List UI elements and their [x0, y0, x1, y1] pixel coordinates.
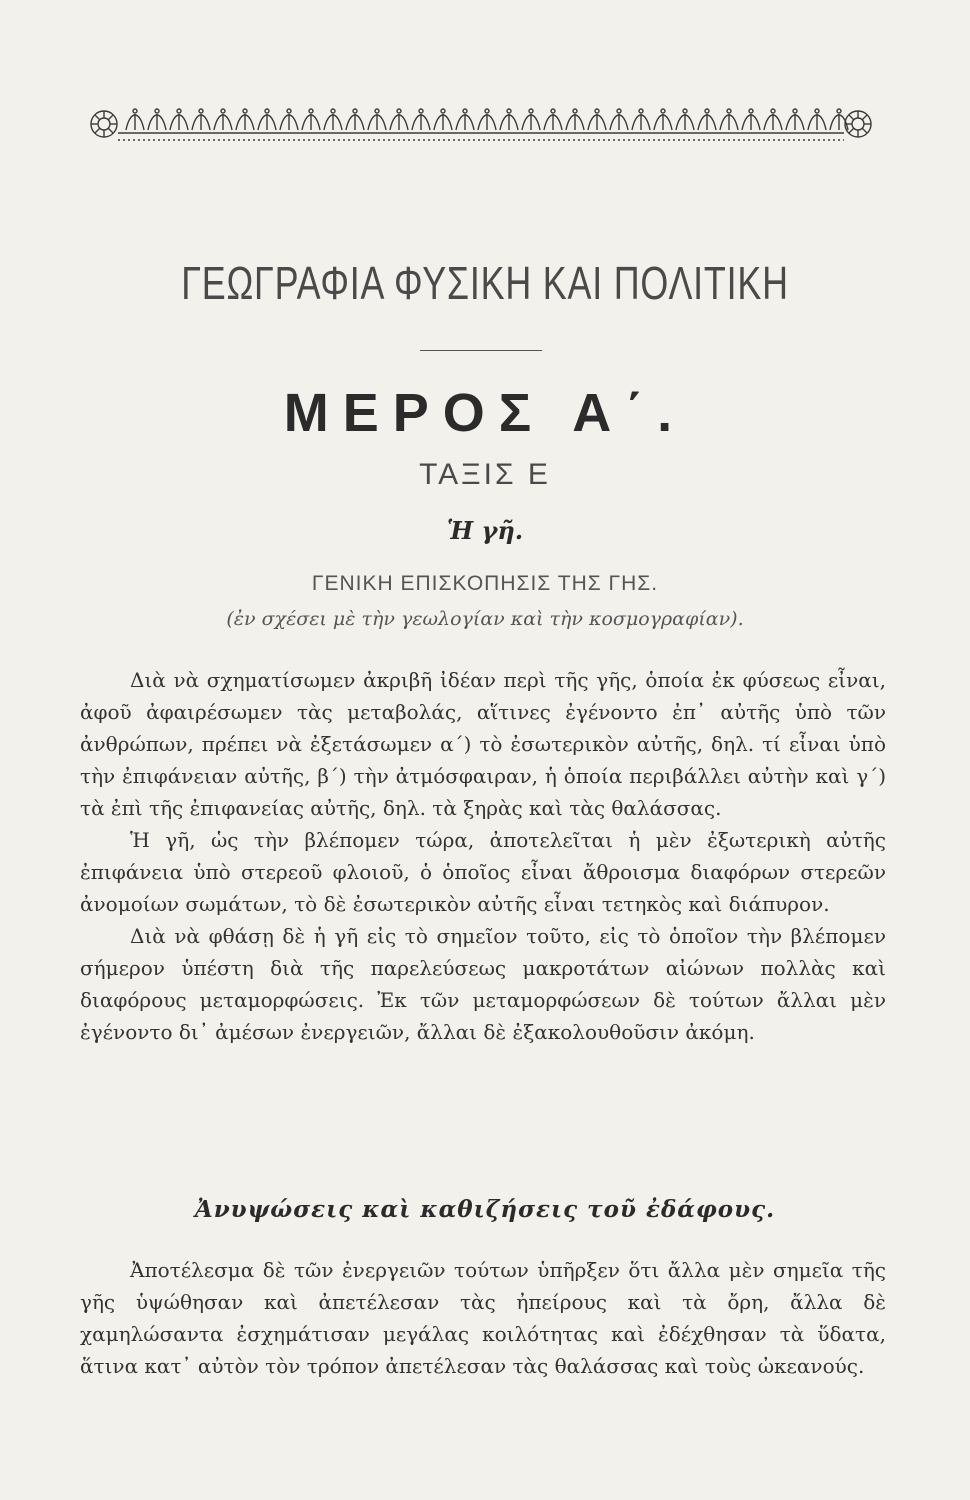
body-text-section-2 — [80, 1254, 886, 1382]
main-title: ΓΕΩΓΡΑΦΙΑ ΦΥΣΙΚΗ ΚΑΙ ΠΟΛΙΤΙΚΗ — [181, 257, 789, 309]
part-heading: ΜΕΡΟΣ Α΄. — [283, 383, 687, 443]
paragraph: Διὰ νὰ σχηματίσωμεν ἀκριβῆ ἰδέαν περὶ τῆς γῆς, ὁποία ἐκ φύσεως εἶναι, ἀφοῦ ἀφαιρέσωμεν τὰς μεταβολάς, αἵτινες ἐγένοντο ἐπ᾽ αὐτῆς ὑπὸ τῶν ἀνθρώπων, πρέπει νὰ ἐξετάσωμεν α΄) τὸ ἐσωτερικὸν αὐτῆς, δηλ. τί εἶναι ὑπὸ τὴν ἐπιφάνειαν αὐτῆς, β΄) τὴν ἀτμόσφαιραν, ἡ ὁποία περιβάλλει αὐτὴν καὶ γ΄) τὰ ἐπὶ τῆς ἐπιφανείας αὐτῆς, δηλ. τὰ ξηρὰς καὶ τὰς θαλάσσας. — [80, 668, 886, 820]
section-note: (ἐν σχέσει μὲ τὴν γεωλογίαν καὶ τὴν κοσμογραφίαν). — [226, 608, 744, 630]
paragraph: Ἀποτέλεσμα δὲ τῶν ἐνεργειῶν τούτων ὑπῆρξεν ὅτι ἄλλα μὲν σημεῖα τῆς γῆς ὑψώθησαν καὶ ἀπετέλεσαν τὰς ἠπείρους καὶ τὰ ὄρη, ἄλλα δὲ χαμηλώσαντα ἐσχημάτισαν μεγάλας κοιλότητας καὶ ἐδέχθησαν τὰ ὕδατα, ἅτινα κατ᾽ αὐτὸν τὸν τρόπον ἀπετέλεσαν τὰς θαλάσσας καὶ τοὺς ὠκεανούς. — [80, 1258, 886, 1378]
title-divider — [420, 350, 542, 351]
decorative-ornament-band — [88, 100, 874, 152]
paragraph: Διὰ νὰ φθάσῃ δὲ ἡ γῆ εἰς τὸ σημεῖον τοῦτο, εἰς τὸ ὁποῖον τὴν βλέπομεν σήμερον ὑπέστη διὰ τῆς παρελεύσεως μακροτάτων αἰώνων πολλὰς καὶ διαφόρους μεταμορφώσεις. Ἐκ τῶν μεταμορφώσεων δὲ τούτων ἄλλαι μὲν ἐγένοντο δι᾽ ἀμέσων ἐνεργειῶν, ἄλλαι δὲ ἐξακολουθοῦσιν ἀκόμη. — [80, 924, 886, 1044]
section-title: ΓΕΝΙΚΗ ΕΠΙΣΚΟΠΗΣΙΣ ΤΗΣ ΓΗΣ. — [311, 572, 659, 595]
paragraph: Ἡ γῆ, ὡς τὴν βλέπομεν τώρα, ἀποτελεῖται ἡ μὲν ἐξωτερικὴ αὐτῆς ἐπιφάνεια ὑπὸ στερεοῦ φλοιοῦ, ὁ ὁποῖος εἶναι ἄθροισμα διαφόρων στερεῶν ἀνομοίων σωμάτων, τὸ δὲ ἐσωτερικὸν αὐτῆς εἶναι τετηκὸς καὶ διάπυρον. — [80, 828, 886, 916]
body-text-section-1 — [80, 664, 886, 1048]
class-label: ΤΑΞΙΣ Ε — [419, 458, 551, 491]
subject-heading: Ἡ γῆ. — [446, 516, 524, 545]
subsection-heading: Ἀνυψώσεις καὶ καθιζήσεις τοῦ ἐδάφους. — [194, 1196, 776, 1223]
